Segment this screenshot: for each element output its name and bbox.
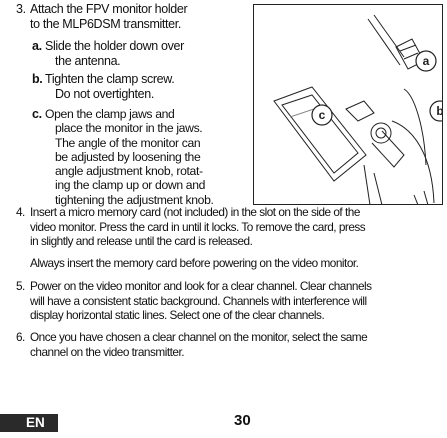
antenna-line <box>368 19 400 65</box>
step-text-line: display horizontal static lines. Select one of the clear channels. <box>30 308 325 323</box>
step-text-line: Once you have chosen a clear channel on the monitor, select the same <box>30 330 368 344</box>
step-number: 6. <box>16 330 25 344</box>
callout-c-label: c <box>318 108 326 122</box>
transmitter-outline <box>404 89 426 165</box>
step-text-line: channel on the video transmitter. <box>30 344 185 359</box>
step-note: Always insert the memory card before powering on the video monitor. <box>30 255 359 270</box>
substep-label: c. <box>32 107 42 121</box>
substep-text <box>45 39 184 68</box>
substep-line: Tighten the clamp screw. <box>45 72 175 86</box>
step-text-line: Insert a micro memory card (not included) in the slot on the side of the <box>30 205 360 219</box>
step-text-line: in slightly and release until the card is released. <box>30 234 253 249</box>
clamp <box>346 101 374 121</box>
illustration-drawing <box>254 5 443 205</box>
substep-label: a. <box>32 39 42 53</box>
substep-line: tightening the adjustment knob. <box>55 192 214 207</box>
substep-line: angle adjustment knob, rotat- <box>55 164 203 179</box>
substep-text <box>45 107 214 207</box>
language-label: EN <box>26 415 45 430</box>
substep-label: b. <box>32 72 43 86</box>
step-number: 4. <box>16 205 25 219</box>
substep-line: place the monitor in the jaws. <box>55 121 203 136</box>
antenna-line <box>374 15 404 57</box>
language-tab <box>0 414 58 432</box>
step-text <box>30 330 367 359</box>
monitor-holder-illustration <box>253 4 443 205</box>
holder-detail <box>400 45 416 51</box>
substep-line: ing the clamp up or down and <box>55 178 206 193</box>
step-text-line: Attach the FPV monitor holder <box>30 2 188 16</box>
adjustment-knob <box>371 123 391 143</box>
substep-line: the antenna. <box>55 53 121 68</box>
substep-line: The angle of the monitor can <box>55 135 201 150</box>
substep-text <box>45 72 174 101</box>
step-text-line: Power on the video monitor and look for a clear channel. Clear channels <box>30 279 372 293</box>
step-text <box>30 279 372 323</box>
callout-a-label: a <box>422 54 430 68</box>
monitor-frame <box>274 87 366 181</box>
substep-line: Slide the holder down over <box>45 39 184 53</box>
substep-line: be adjusted by loosening the <box>55 149 201 164</box>
step-number: 5. <box>16 279 25 293</box>
page-number: 30 <box>234 412 251 429</box>
step-text-line: video monitor. Press the card in until it locks. To remove the card, press <box>30 219 366 234</box>
substep-line: Open the clamp jaws and <box>45 107 175 121</box>
step-text-line: to the MLP6DSM transmitter. <box>30 17 182 31</box>
step-text-line: will have a consistent static background. Channels with interference will <box>30 293 367 308</box>
step-text <box>30 205 365 270</box>
step-number: 3. <box>16 2 26 16</box>
callout-b-label: b <box>436 104 444 118</box>
substep-line: Do not overtighten. <box>55 86 154 101</box>
